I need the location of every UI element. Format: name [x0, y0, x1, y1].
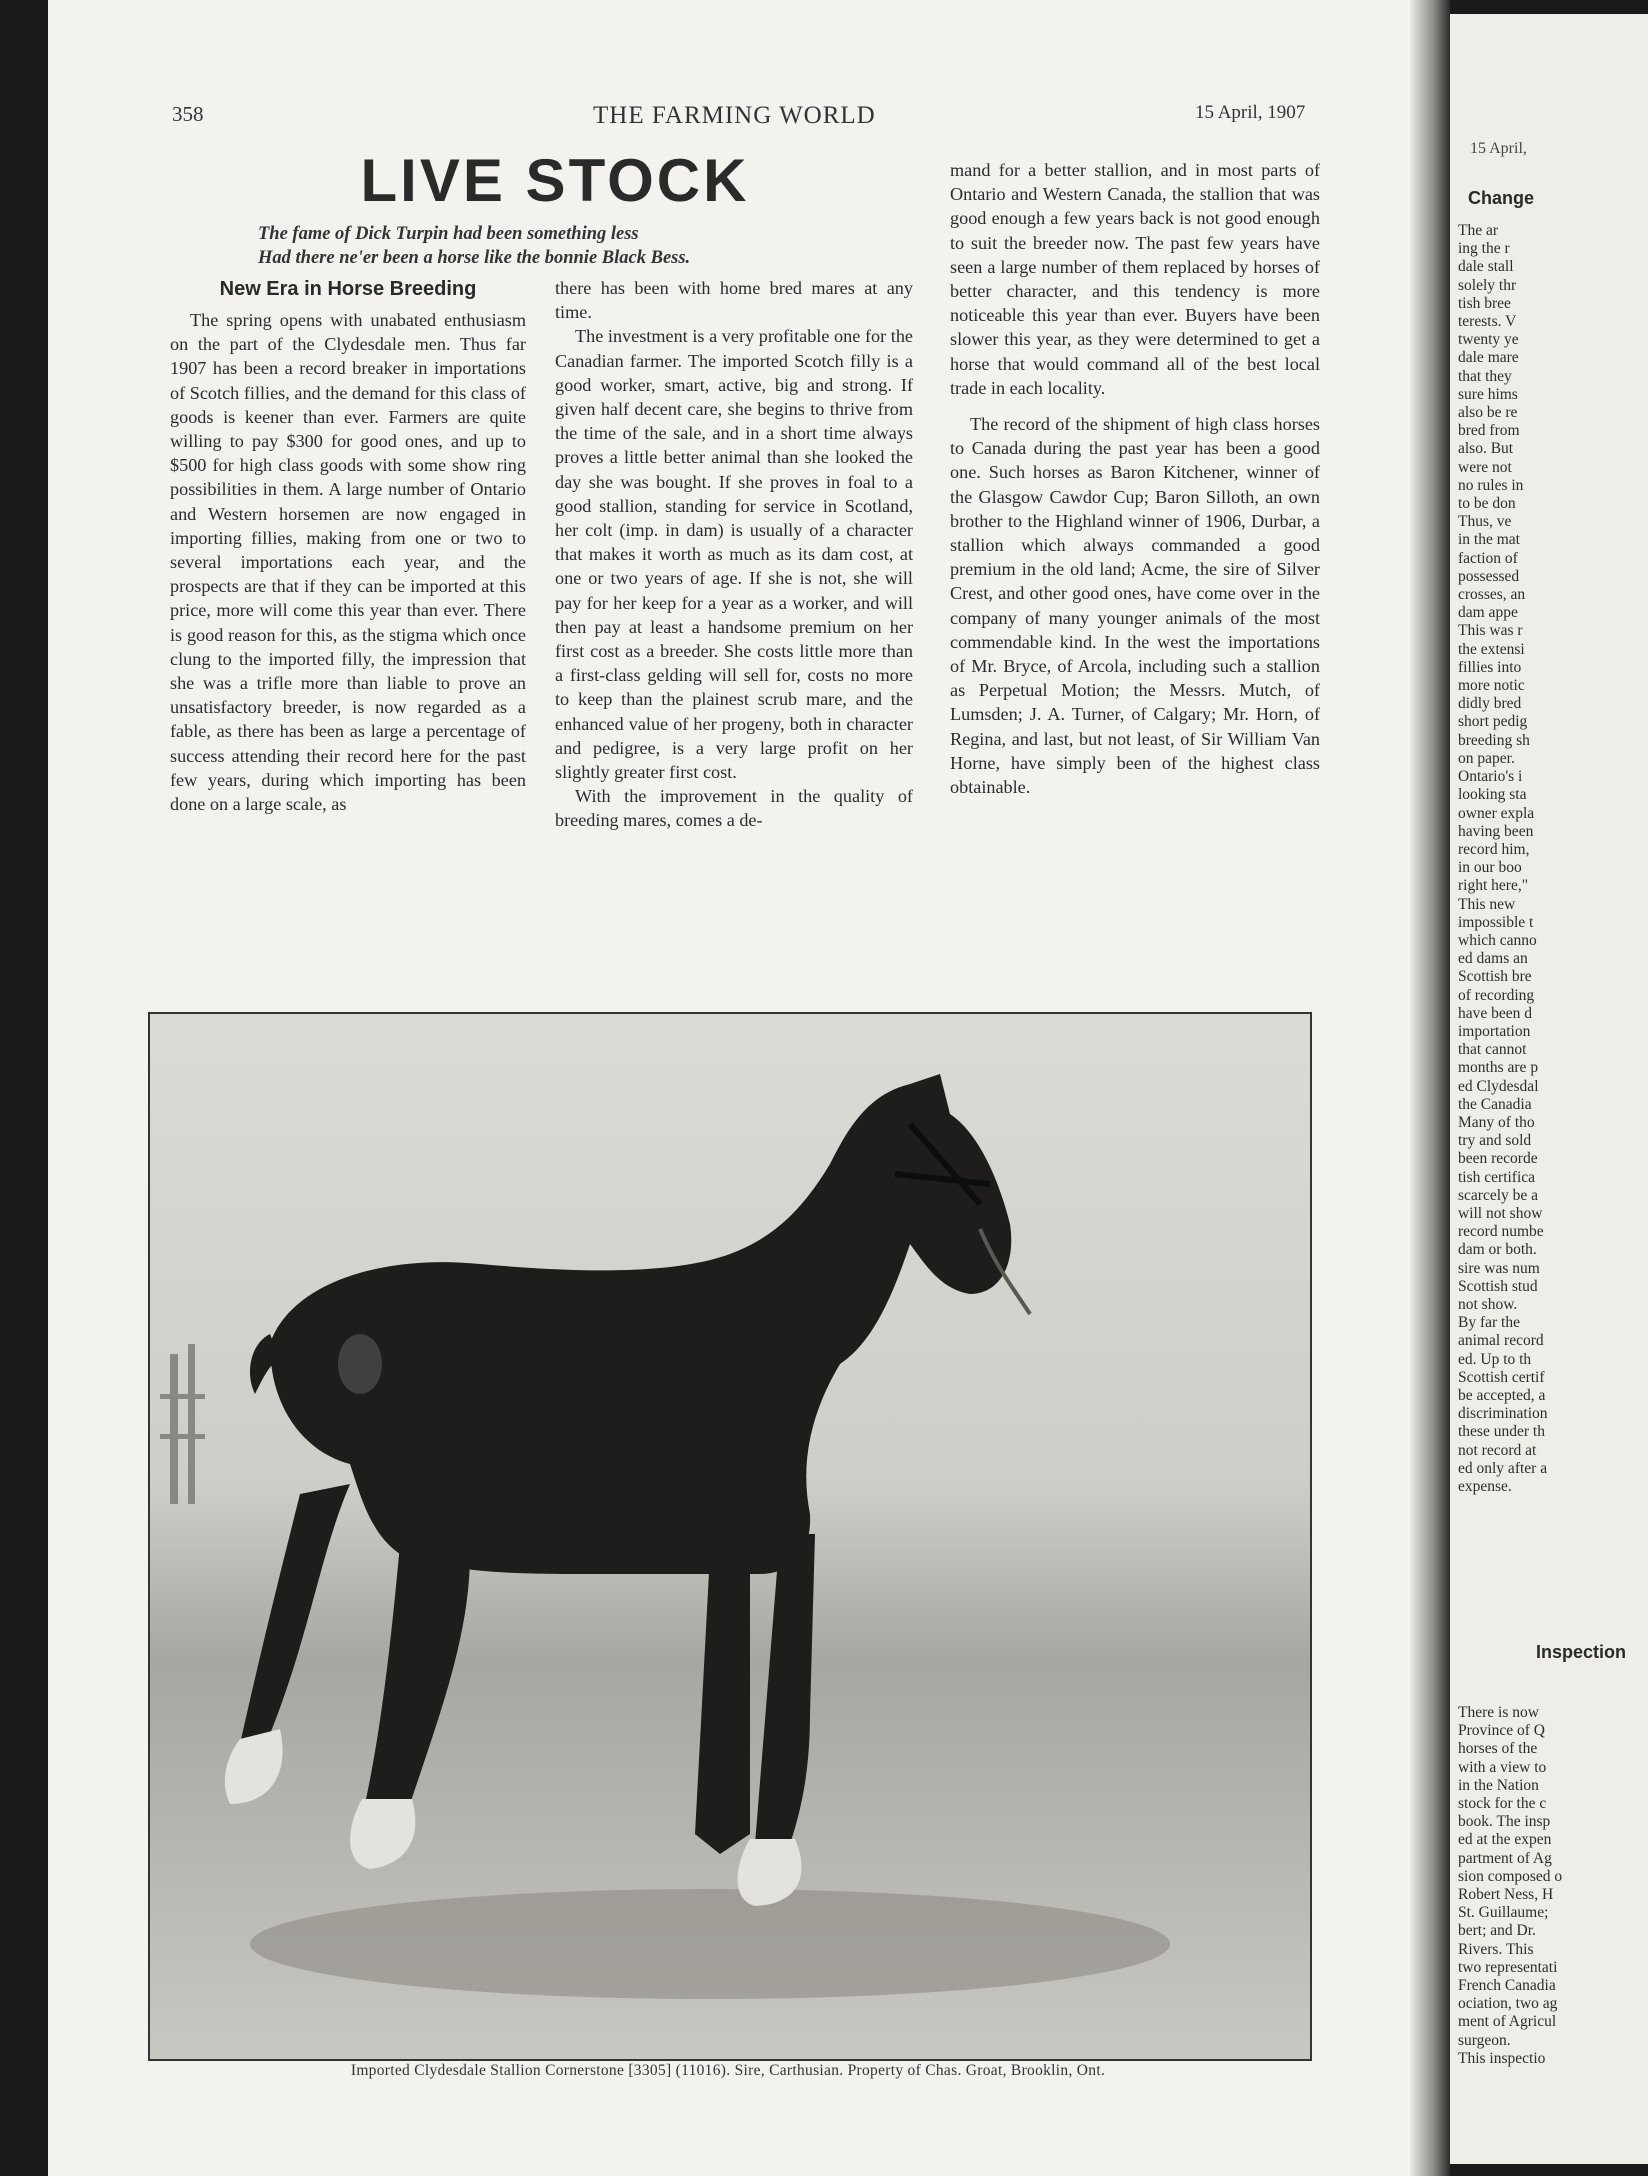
- right-page-line: terests. V: [1458, 313, 1517, 331]
- right-page-line: ed only after a: [1458, 1459, 1548, 1477]
- article-column-3: [950, 158, 1320, 799]
- right-page-line: ing the r: [1458, 240, 1510, 258]
- right-page-line: crosses, an: [1458, 586, 1526, 604]
- article-column-1: [170, 308, 526, 816]
- right-page-line: partment of Ag: [1458, 1849, 1552, 1867]
- right-page-line: By far the: [1458, 1314, 1520, 1332]
- article-paragraph: there has been with home bred mares at any time.: [555, 278, 913, 323]
- right-page-line: months are p: [1458, 1059, 1539, 1077]
- right-page-line: twenty ye: [1458, 331, 1519, 349]
- right-page-line: no rules in: [1458, 476, 1524, 494]
- right-page-line: ociation, two ag: [1458, 1995, 1558, 2013]
- right-page-line: St. Guillaume;: [1458, 1904, 1549, 1922]
- right-page-line: short pedig: [1458, 713, 1528, 731]
- right-page-line: the Canadia: [1458, 1095, 1532, 1113]
- right-page-line: will not show: [1458, 1204, 1543, 1222]
- right-page-line: fillies into: [1458, 658, 1522, 676]
- right-page-line: ed Clydesdal: [1458, 1077, 1539, 1095]
- article-paragraph: The investment is a very profitable one for the Canadian farmer. The imported Scotch filly is a good worker, smart, active, big and strong. If given half decent care, she begins to thrive from the time of the sale, and in a short time always proves a little better animal than she looked the day she was bought. If she proves in foal to a good stallion, standing for service in Scotland, her colt (imp. in dam) is usually of a character that makes it worth as much as its dam cost, at one or two years of age. If she is not, she will pay for her keep for a year as a worker, and will then pay at least a handsome premium on her first cost as a breeder. She costs little more than a first-class gelding will sell for, costs no more to keep than the plainest scrub mare, and the enhanced value of her progeny, both in character and pedigree, is a very large profit on her slightly greater first cost.: [555, 326, 913, 783]
- right-page-line: also be re: [1458, 404, 1518, 422]
- right-page-line: Rivers. This: [1458, 1940, 1534, 1958]
- publication-title: THE FARMING WORLD: [593, 102, 876, 129]
- right-page-line: were not: [1458, 458, 1512, 476]
- right-page-text-1: [1458, 222, 1648, 1496]
- right-page-line: tish bree: [1458, 294, 1511, 312]
- article-paragraph: The spring opens with unabated enthusiasm on the part of the Clydesdale men. Thus far 1907 has been a record breaker in importations of Scotch fillies, and the demand for this class of goods is keener than ever. Farmers are quite willing to pay $300 for good ones, and up to $500 for high class goods with some show ring possibilities in them. A large number of Ontario and Western horsemen are now engaged in importing fillies, making from one or two to several importations each year, and the prospects are that if they can be imported at this price, more will come this year than ever. There is good reason for this, as the stigma which once clung to the imported filly, the impression that she was a trifle more than liable to prove an unsatisfactory breeder, is now regarded as a fable, as there has been as large a percentage of success attending their record here for the past few years, during which importing has been done on a large scale, as: [170, 310, 526, 815]
- right-page-line: Scottish bre: [1458, 968, 1532, 986]
- right-page-line: surgeon.: [1458, 2031, 1511, 2049]
- right-page-line: book. The insp: [1458, 1813, 1551, 1831]
- right-page-line: There is now: [1458, 1704, 1539, 1721]
- right-page-line: ed at the expen: [1458, 1831, 1552, 1849]
- right-page-line: animal record: [1458, 1332, 1544, 1350]
- right-page-line: sire was num: [1458, 1259, 1540, 1277]
- right-page-line: owner expla: [1458, 804, 1535, 822]
- right-page-line: possessed: [1458, 567, 1520, 585]
- epigraph-line: Had there ne'er been a horse like the bonnie Black Bess.: [258, 248, 691, 268]
- horse-photograph: [148, 1012, 1312, 2061]
- right-page-line: This new: [1458, 895, 1516, 913]
- right-page-line: Ontario's i: [1458, 768, 1523, 786]
- page-number: 358: [172, 102, 204, 126]
- right-page-line: these under th: [1458, 1423, 1545, 1441]
- right-page-line: more notic: [1458, 677, 1525, 695]
- right-page-line: tish certifica: [1458, 1168, 1536, 1186]
- right-page-line: ment of Agricul: [1458, 2013, 1557, 2031]
- right-page-line: faction of: [1458, 549, 1518, 567]
- right-page-line: stock for the c: [1458, 1795, 1547, 1813]
- right-page-line: not record at: [1458, 1441, 1537, 1459]
- right-page-line: This inspectio: [1458, 2049, 1546, 2067]
- right-page-line: Province of Q: [1458, 1722, 1545, 1740]
- right-page-line: record numbe: [1458, 1223, 1544, 1241]
- right-page-line: Scottish certif: [1458, 1368, 1545, 1386]
- right-page-line: expense.: [1458, 1478, 1512, 1496]
- right-page-line: of recording: [1458, 986, 1535, 1004]
- right-page-line: Many of tho: [1458, 1113, 1535, 1131]
- book-spine: [1410, 0, 1450, 2176]
- right-page-line: try and sold: [1458, 1132, 1532, 1150]
- right-page-line: breeding sh: [1458, 731, 1530, 749]
- right-page-line: that cannot: [1458, 1041, 1527, 1059]
- right-page-date: 15 April,: [1470, 140, 1527, 157]
- right-page-line: be accepted, a: [1458, 1387, 1546, 1404]
- right-page-line: dale mare: [1458, 349, 1519, 367]
- right-page-line: in the Nation: [1458, 1776, 1539, 1794]
- right-page-line: ed. Up to th: [1458, 1350, 1532, 1368]
- right-page-line: in the mat: [1458, 531, 1520, 549]
- epigraph-line: The fame of Dick Turpin had been something less: [258, 224, 639, 244]
- right-page-line: importation: [1458, 1022, 1531, 1040]
- right-page-line: have been d: [1458, 1004, 1533, 1022]
- right-page-line: been recorde: [1458, 1150, 1538, 1168]
- right-page-line: ed dams an: [1458, 950, 1528, 968]
- right-page-line: scarcely be a: [1458, 1186, 1539, 1204]
- right-page-line: two representati: [1458, 1958, 1558, 1976]
- right-page-line: horses of the: [1458, 1740, 1538, 1758]
- right-page-heading: Change: [1468, 188, 1535, 208]
- right-page-line: sure hims: [1458, 385, 1518, 403]
- right-page-line: Thus, ve: [1458, 513, 1512, 531]
- right-page-line: sion composed o: [1458, 1867, 1563, 1885]
- clydesdale-stallion-image: [150, 1014, 1310, 2059]
- right-page-line: solely thr: [1458, 276, 1517, 294]
- right-page-line: didly bred: [1458, 695, 1522, 713]
- right-page-line: dam or both.: [1458, 1241, 1537, 1259]
- article-heading: New Era in Horse Breeding: [219, 278, 477, 300]
- right-page-line: bred from: [1458, 422, 1520, 440]
- issue-date: 15 April, 1907: [1195, 102, 1306, 123]
- right-page-line: discrimination: [1458, 1405, 1548, 1423]
- right-page-line: bert; and Dr.: [1458, 1922, 1536, 1940]
- right-page-line: also. But: [1458, 440, 1514, 458]
- right-page-heading: Inspection: [1536, 1642, 1627, 1662]
- epigraph: [258, 222, 878, 270]
- right-page-line: having been: [1458, 822, 1534, 840]
- right-page-line: French Canadia: [1458, 1977, 1556, 1995]
- right-page-line: in our boo: [1458, 859, 1522, 877]
- right-page-text-2: [1458, 1704, 1648, 2068]
- right-page-line: right here,": [1458, 877, 1529, 895]
- right-page-line: dam appe: [1458, 604, 1518, 622]
- right-page-line: This was r: [1458, 622, 1523, 640]
- right-page-line: on paper.: [1458, 749, 1515, 767]
- right-page-line: with a view to: [1458, 1758, 1547, 1776]
- article-paragraph: With the improvement in the quality of breeding mares, comes a de-: [555, 786, 913, 831]
- right-page-line: not show.: [1458, 1295, 1518, 1313]
- right-page-line: looking sta: [1458, 786, 1527, 804]
- right-page-line: to be don: [1458, 495, 1516, 513]
- section-title: LIVE STOCK: [360, 147, 750, 214]
- right-page-line: the extensi: [1458, 640, 1525, 658]
- article-column-2: [555, 276, 913, 833]
- right-page-line: The ar: [1458, 222, 1499, 239]
- right-page-line: Robert Ness, H: [1458, 1886, 1554, 1904]
- right-page-line: record him,: [1458, 840, 1530, 858]
- right-page-line: dale stall: [1458, 258, 1514, 276]
- right-page-line: impossible t: [1458, 913, 1534, 931]
- right-page-line: that they: [1458, 367, 1512, 385]
- right-page-line: Scottish stud: [1458, 1277, 1538, 1295]
- photo-caption: Imported Clydesdale Stallion Cornerstone [3305] (11016). Sire, Carthusian. Property of Chas. Groat, Brooklin, Ont.: [350, 2062, 1106, 2079]
- right-page-line: which canno: [1458, 931, 1537, 949]
- article-paragraph: The record of the shipment of high class horses to Canada during the past year has been a good one. Such horses as Baron Kitchener, winner of the Glasgow Cawdor Cup; Baron Silloth, an own brother to the Highland winner of 1906, Durbar, a stallion which always commanded a good premium in the old land; Acme, the sire of Silver Crest, and other good ones, have come over in the company of many younger animals of the most commendable kind. In the west the importations of Mr. Bryce, of Arcola, including such a stallion as Perpetual Motion; the Messrs. Mutch, of Lumsden; J. A. Turner, of Calgary; Mr. Horn, of Regina, and last, but not least, of Sir William Van Horne, have simply been of the highest class obtainable.: [950, 414, 1320, 798]
- article-paragraph: mand for a better stallion, and in most parts of Ontario and Western Canada, the stallion that was good enough a few years back is not good enough to suit the breeder now. The past few years have seen a large number of them replaced by horses of better character, and this tendency is more noticeable this year than ever. Buyers have been slower this year, as they were determined to get a horse that would command all of the best local trade in each locality.: [950, 160, 1320, 398]
